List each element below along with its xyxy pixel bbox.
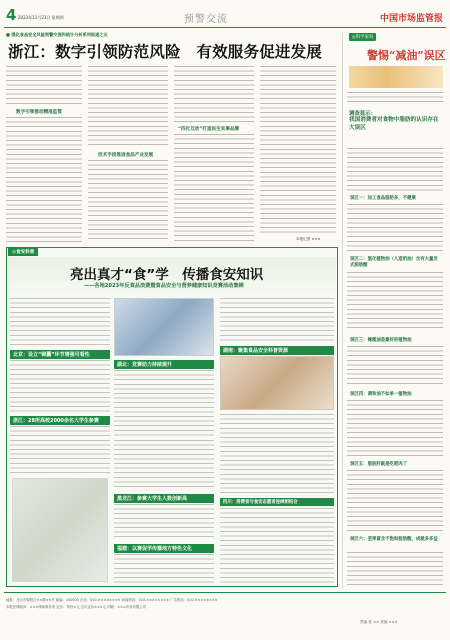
subhead-4: “四化互动”打造民生实事品牌: [178, 127, 240, 132]
main-columns: [6, 66, 336, 243]
main-body-col3: [174, 66, 254, 122]
region-fujian: 福建：以赛促学传播地方特色文化: [114, 544, 214, 553]
report-title: 我国消费者对食物中脂肪的认识存在大误区: [349, 117, 439, 131]
col3-body: [220, 298, 334, 342]
col3-body2: [220, 414, 334, 494]
myth-4: 误区四：调和油不如单一植物油: [350, 392, 412, 397]
feature-title: 亮出真才“食”学 传播食安知识: [70, 267, 264, 283]
region-sichuan-body: [220, 508, 334, 584]
photo-right: [220, 356, 334, 410]
masthead: [4, 6, 446, 28]
region-zhejiang: 浙江：28所高校2000余名大学生参赛: [10, 416, 110, 425]
page-number: 4: [6, 6, 17, 24]
myth-6-body: [347, 552, 443, 586]
myth-1-body: [347, 204, 443, 252]
sidebar-intro: [347, 92, 443, 106]
feature-intro: [10, 298, 110, 348]
brand-logo: 中国市场监管报: [380, 14, 444, 24]
myth-6: 误区六：坚果富含不饱和脂肪酸，成就多多益: [350, 537, 438, 542]
region-hubei-body: [114, 370, 214, 438]
main-title: 浙江：数字引领防范风险 有效服务促进发展: [8, 43, 323, 61]
sidebar: [342, 32, 446, 588]
region-beijing-body: [10, 360, 110, 412]
editor-credit: 责编 张 ×× 美编 ×××: [360, 620, 398, 624]
myth-2-body: [347, 272, 443, 332]
region-heilongjiang: 黑龙江：参赛大学生人数创新高: [114, 494, 214, 503]
region-fujian-body: [114, 554, 214, 584]
myth-3: 误区三：橄榄油是最好的植物油: [350, 338, 412, 343]
feature-subtitle: ——各地2023年反食品浪费暨食品安全与营养健康知识竞赛活动集锦: [84, 283, 244, 289]
footer-line-2: 本报法律顾问：×××律师事务所 定价：每份×元 全年定价×××元 印刷：×××印务有限公司: [6, 605, 147, 609]
main-body-col1b: [6, 117, 82, 243]
main-body-col4: [260, 66, 336, 236]
issue-date: 2023年11月23日 星期四: [18, 15, 64, 20]
photo-hubei: [114, 298, 214, 356]
region-heilongjiang-body: [114, 504, 214, 540]
region-hunan: 湖南：聚集食品安全科普资源: [220, 346, 334, 355]
report-label: 调查显示：: [349, 111, 376, 117]
sidebar-badge: ◎科学家说: [349, 33, 376, 41]
footer-line-1: 地址：北京市朝阳区××路××号 邮编：100000 总机：010-×××××××× 新闻热线：010-×××××××× 广告热线：010-××××××××: [6, 598, 218, 602]
main-byline: 本报记者 ×××: [296, 237, 321, 241]
subhead-1: 数字引领推动精准监管: [16, 110, 62, 115]
section-title: 预警交流: [184, 14, 228, 25]
region-sichuan: 四川：消费者与食安志愿者连续相结合: [220, 498, 334, 506]
main-body-col1: [6, 66, 82, 106]
myth-5: 误区五：脂肪肝就是吃肥肉了: [350, 462, 408, 467]
myth-5-body: [347, 470, 443, 532]
header-rule: [4, 27, 446, 28]
photo-left: [12, 478, 108, 582]
myth-4-body: [347, 400, 443, 456]
report-body: [347, 148, 443, 192]
region-beijing: 北京：设立“锦囊”环节增强可看性: [10, 350, 110, 359]
main-kicker: ■ 强化食品安全风险预警交流和统计分析系列报道之五: [6, 32, 108, 37]
myth-3-body: [347, 346, 443, 386]
region-hubei: 湖北：竞赛助力持续提升: [114, 360, 214, 369]
region-hubei-body2: [114, 440, 214, 490]
subhead-3: 技术手段推进食品产业发展: [98, 153, 154, 158]
myth-1: 误区一：加工食品脂肪多，不健康: [350, 196, 416, 201]
sidebar-illustration: [349, 66, 443, 88]
sidebar-title: 警惕“减油”误区: [367, 49, 446, 62]
main-body-col2: [88, 66, 168, 148]
footer-rule: [4, 592, 446, 593]
main-body-col2b: [88, 160, 168, 243]
region-zhejiang-body: [10, 426, 110, 474]
main-body-col3b: [174, 134, 254, 243]
myth-2: 误区二：氢化植物油（人造奶油）含有大量反式脂肪酸: [350, 257, 438, 268]
feature-badge: ◎食安科普: [8, 248, 38, 256]
